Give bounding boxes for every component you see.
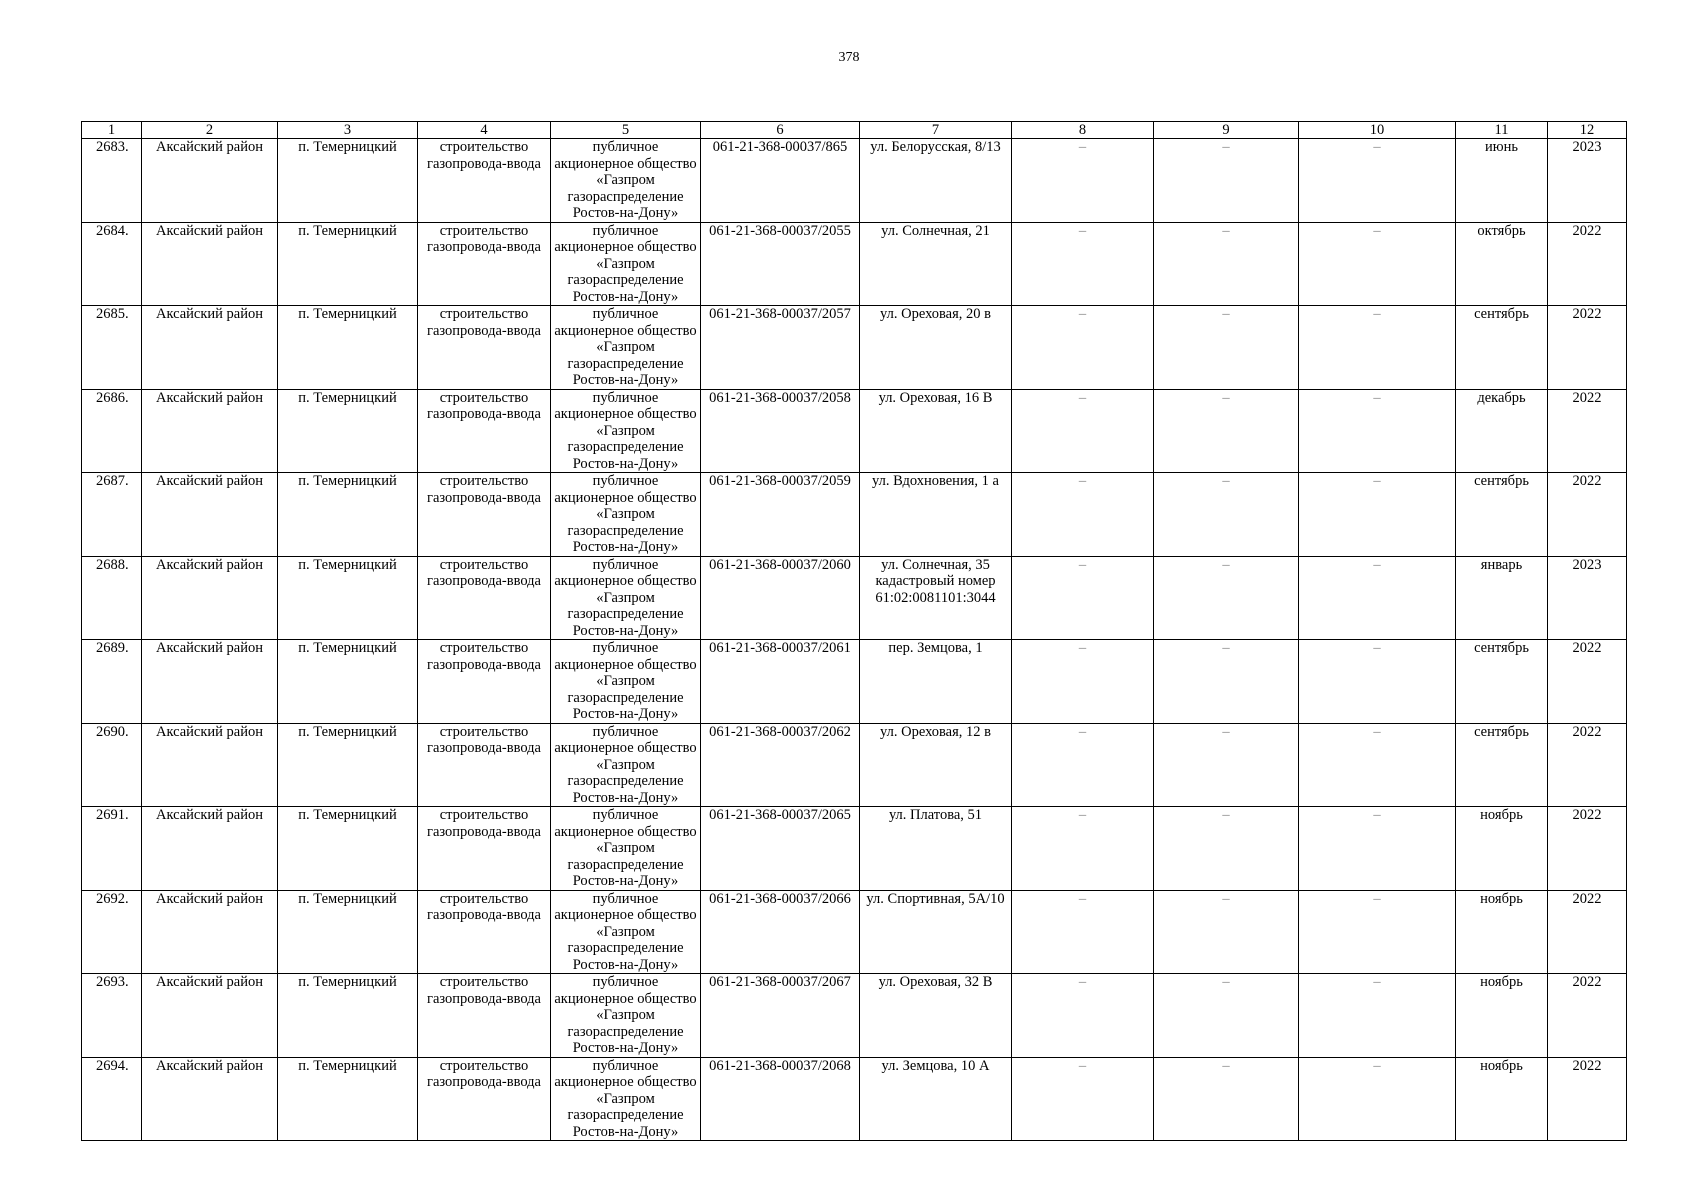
col9-cell: – [1154, 1057, 1299, 1141]
locality-cell: п. Темерницкий [278, 807, 418, 891]
code-cell: 061-21-368-00037/2068 [701, 1057, 860, 1141]
col8-cell: – [1012, 640, 1154, 724]
code-cell: 061-21-368-00037/2057 [701, 306, 860, 390]
month-cell: ноябрь [1456, 807, 1548, 891]
row-number: 2691. [82, 807, 142, 891]
col10-cell: – [1299, 306, 1456, 390]
code-cell: 061-21-368-00037/2065 [701, 807, 860, 891]
code-cell: 061-21-368-00037/865 [701, 139, 860, 223]
column-header-3: 3 [278, 122, 418, 139]
locality-cell: п. Темерницкий [278, 1057, 418, 1141]
district-cell: Аксайский район [142, 306, 278, 390]
year-cell: 2023 [1548, 556, 1627, 640]
col9-cell: – [1154, 306, 1299, 390]
address-cell: ул. Ореховая, 20 в [860, 306, 1012, 390]
locality-cell: п. Темерницкий [278, 890, 418, 974]
month-cell: ноябрь [1456, 1057, 1548, 1141]
district-cell: Аксайский район [142, 640, 278, 724]
year-cell: 2022 [1548, 389, 1627, 473]
table-row [82, 306, 1627, 390]
month-cell: декабрь [1456, 389, 1548, 473]
organization-cell: публичное акционерное общество «Газпром газораспределение Ростов-на-Дону» [551, 974, 701, 1058]
column-header-12: 12 [1548, 122, 1627, 139]
col9-cell: – [1154, 389, 1299, 473]
work-type-cell: строительство газопровода-ввода [418, 974, 551, 1058]
month-cell: октябрь [1456, 222, 1548, 306]
col8-cell: – [1012, 890, 1154, 974]
organization-cell: публичное акционерное общество «Газпром газораспределение Ростов-на-Дону» [551, 222, 701, 306]
district-cell: Аксайский район [142, 139, 278, 223]
code-cell: 061-21-368-00037/2060 [701, 556, 860, 640]
column-header-1: 1 [82, 122, 142, 139]
column-header-7: 7 [860, 122, 1012, 139]
month-cell: сентябрь [1456, 473, 1548, 557]
month-cell: июнь [1456, 139, 1548, 223]
organization-cell: публичное акционерное общество «Газпром газораспределение Ростов-на-Дону» [551, 139, 701, 223]
locality-cell: п. Темерницкий [278, 139, 418, 223]
district-cell: Аксайский район [142, 389, 278, 473]
work-type-cell: строительство газопровода-ввода [418, 890, 551, 974]
col8-cell: – [1012, 974, 1154, 1058]
col8-cell: – [1012, 723, 1154, 807]
row-number: 2687. [82, 473, 142, 557]
row-number: 2689. [82, 640, 142, 724]
column-header-9: 9 [1154, 122, 1299, 139]
address-cell: ул. Спортивная, 5А/10 [860, 890, 1012, 974]
code-cell: 061-21-368-00037/2061 [701, 640, 860, 724]
month-cell: сентябрь [1456, 306, 1548, 390]
col9-cell: – [1154, 723, 1299, 807]
organization-cell: публичное акционерное общество «Газпром газораспределение Ростов-на-Дону» [551, 306, 701, 390]
month-cell: сентябрь [1456, 723, 1548, 807]
col10-cell: – [1299, 473, 1456, 557]
year-cell: 2022 [1548, 974, 1627, 1058]
work-type-cell: строительство газопровода-ввода [418, 389, 551, 473]
work-type-cell: строительство газопровода-ввода [418, 640, 551, 724]
table-row [82, 473, 1627, 557]
data-table [81, 121, 1627, 1141]
locality-cell: п. Темерницкий [278, 723, 418, 807]
year-cell: 2022 [1548, 306, 1627, 390]
organization-cell: публичное акционерное общество «Газпром газораспределение Ростов-на-Дону» [551, 1057, 701, 1141]
organization-cell: публичное акционерное общество «Газпром газораспределение Ростов-на-Дону» [551, 556, 701, 640]
col10-cell: – [1299, 139, 1456, 223]
year-cell: 2022 [1548, 1057, 1627, 1141]
code-cell: 061-21-368-00037/2067 [701, 974, 860, 1058]
month-cell: ноябрь [1456, 974, 1548, 1058]
code-cell: 061-21-368-00037/2062 [701, 723, 860, 807]
year-cell: 2022 [1548, 890, 1627, 974]
district-cell: Аксайский район [142, 807, 278, 891]
col10-cell: – [1299, 389, 1456, 473]
district-cell: Аксайский район [142, 890, 278, 974]
work-type-cell: строительство газопровода-ввода [418, 139, 551, 223]
organization-cell: публичное акционерное общество «Газпром газораспределение Ростов-на-Дону» [551, 473, 701, 557]
table-row [82, 723, 1627, 807]
col10-cell: – [1299, 723, 1456, 807]
page-number: 378 [838, 50, 860, 65]
work-type-cell: строительство газопровода-ввода [418, 807, 551, 891]
col9-cell: – [1154, 807, 1299, 891]
table-row [82, 974, 1627, 1058]
address-cell: пер. Земцова, 1 [860, 640, 1012, 724]
table-row [82, 807, 1627, 891]
locality-cell: п. Темерницкий [278, 306, 418, 390]
row-number: 2683. [82, 139, 142, 223]
table-row [82, 556, 1627, 640]
organization-cell: публичное акционерное общество «Газпром газораспределение Ростов-на-Дону» [551, 640, 701, 724]
table-row [82, 890, 1627, 974]
code-cell: 061-21-368-00037/2055 [701, 222, 860, 306]
year-cell: 2022 [1548, 473, 1627, 557]
district-cell: Аксайский район [142, 974, 278, 1058]
col9-cell: – [1154, 556, 1299, 640]
address-cell: ул. Вдохновения, 1 а [860, 473, 1012, 557]
col8-cell: – [1012, 807, 1154, 891]
district-cell: Аксайский район [142, 1057, 278, 1141]
year-cell: 2022 [1548, 222, 1627, 306]
address-cell: ул. Белорусская, 8/13 [860, 139, 1012, 223]
col8-cell: – [1012, 1057, 1154, 1141]
address-cell: ул. Солнечная, 21 [860, 222, 1012, 306]
col8-cell: – [1012, 389, 1154, 473]
work-type-cell: строительство газопровода-ввода [418, 473, 551, 557]
column-header-11: 11 [1456, 122, 1548, 139]
locality-cell: п. Темерницкий [278, 389, 418, 473]
col9-cell: – [1154, 473, 1299, 557]
locality-cell: п. Темерницкий [278, 974, 418, 1058]
table-row [82, 640, 1627, 724]
row-number: 2693. [82, 974, 142, 1058]
district-cell: Аксайский район [142, 723, 278, 807]
col9-cell: – [1154, 974, 1299, 1058]
col8-cell: – [1012, 306, 1154, 390]
district-cell: Аксайский район [142, 473, 278, 557]
work-type-cell: строительство газопровода-ввода [418, 556, 551, 640]
organization-cell: публичное акционерное общество «Газпром газораспределение Ростов-на-Дону» [551, 807, 701, 891]
address-cell: ул. Солнечная, 35 кадастровый номер 61:02:0081101:3044 [860, 556, 1012, 640]
table-row [82, 222, 1627, 306]
row-number: 2692. [82, 890, 142, 974]
col10-cell: – [1299, 556, 1456, 640]
year-cell: 2022 [1548, 723, 1627, 807]
locality-cell: п. Темерницкий [278, 222, 418, 306]
table-row [82, 1057, 1627, 1141]
year-cell: 2023 [1548, 139, 1627, 223]
organization-cell: публичное акционерное общество «Газпром газораспределение Ростов-на-Дону» [551, 389, 701, 473]
column-header-8: 8 [1012, 122, 1154, 139]
column-header-4: 4 [418, 122, 551, 139]
work-type-cell: строительство газопровода-ввода [418, 723, 551, 807]
year-cell: 2022 [1548, 640, 1627, 724]
address-cell: ул. Земцова, 10 А [860, 1057, 1012, 1141]
col10-cell: – [1299, 807, 1456, 891]
row-number: 2686. [82, 389, 142, 473]
table-row [82, 389, 1627, 473]
row-number: 2694. [82, 1057, 142, 1141]
locality-cell: п. Темерницкий [278, 473, 418, 557]
col8-cell: – [1012, 473, 1154, 557]
column-header-5: 5 [551, 122, 701, 139]
col10-cell: – [1299, 222, 1456, 306]
col10-cell: – [1299, 1057, 1456, 1141]
row-number: 2690. [82, 723, 142, 807]
col9-cell: – [1154, 640, 1299, 724]
organization-cell: публичное акционерное общество «Газпром газораспределение Ростов-на-Дону» [551, 890, 701, 974]
col8-cell: – [1012, 556, 1154, 640]
locality-cell: п. Темерницкий [278, 556, 418, 640]
month-cell: ноябрь [1456, 890, 1548, 974]
col9-cell: – [1154, 222, 1299, 306]
col9-cell: – [1154, 890, 1299, 974]
district-cell: Аксайский район [142, 222, 278, 306]
column-header-2: 2 [142, 122, 278, 139]
row-number: 2684. [82, 222, 142, 306]
col9-cell: – [1154, 139, 1299, 223]
row-number: 2685. [82, 306, 142, 390]
locality-cell: п. Темерницкий [278, 640, 418, 724]
code-cell: 061-21-368-00037/2066 [701, 890, 860, 974]
district-cell: Аксайский район [142, 556, 278, 640]
code-cell: 061-21-368-00037/2058 [701, 389, 860, 473]
col10-cell: – [1299, 640, 1456, 724]
work-type-cell: строительство газопровода-ввода [418, 306, 551, 390]
year-cell: 2022 [1548, 807, 1627, 891]
header-row [82, 122, 1627, 139]
month-cell: сентябрь [1456, 640, 1548, 724]
col10-cell: – [1299, 974, 1456, 1058]
code-cell: 061-21-368-00037/2059 [701, 473, 860, 557]
column-header-10: 10 [1299, 122, 1456, 139]
column-header-6: 6 [701, 122, 860, 139]
address-cell: ул. Ореховая, 32 В [860, 974, 1012, 1058]
col10-cell: – [1299, 890, 1456, 974]
work-type-cell: строительство газопровода-ввода [418, 222, 551, 306]
address-cell: ул. Ореховая, 12 в [860, 723, 1012, 807]
work-type-cell: строительство газопровода-ввода [418, 1057, 551, 1141]
organization-cell: публичное акционерное общество «Газпром газораспределение Ростов-на-Дону» [551, 723, 701, 807]
col8-cell: – [1012, 139, 1154, 223]
col8-cell: – [1012, 222, 1154, 306]
address-cell: ул. Платова, 51 [860, 807, 1012, 891]
table-row [82, 139, 1627, 223]
row-number: 2688. [82, 556, 142, 640]
address-cell: ул. Ореховая, 16 В [860, 389, 1012, 473]
month-cell: январь [1456, 556, 1548, 640]
